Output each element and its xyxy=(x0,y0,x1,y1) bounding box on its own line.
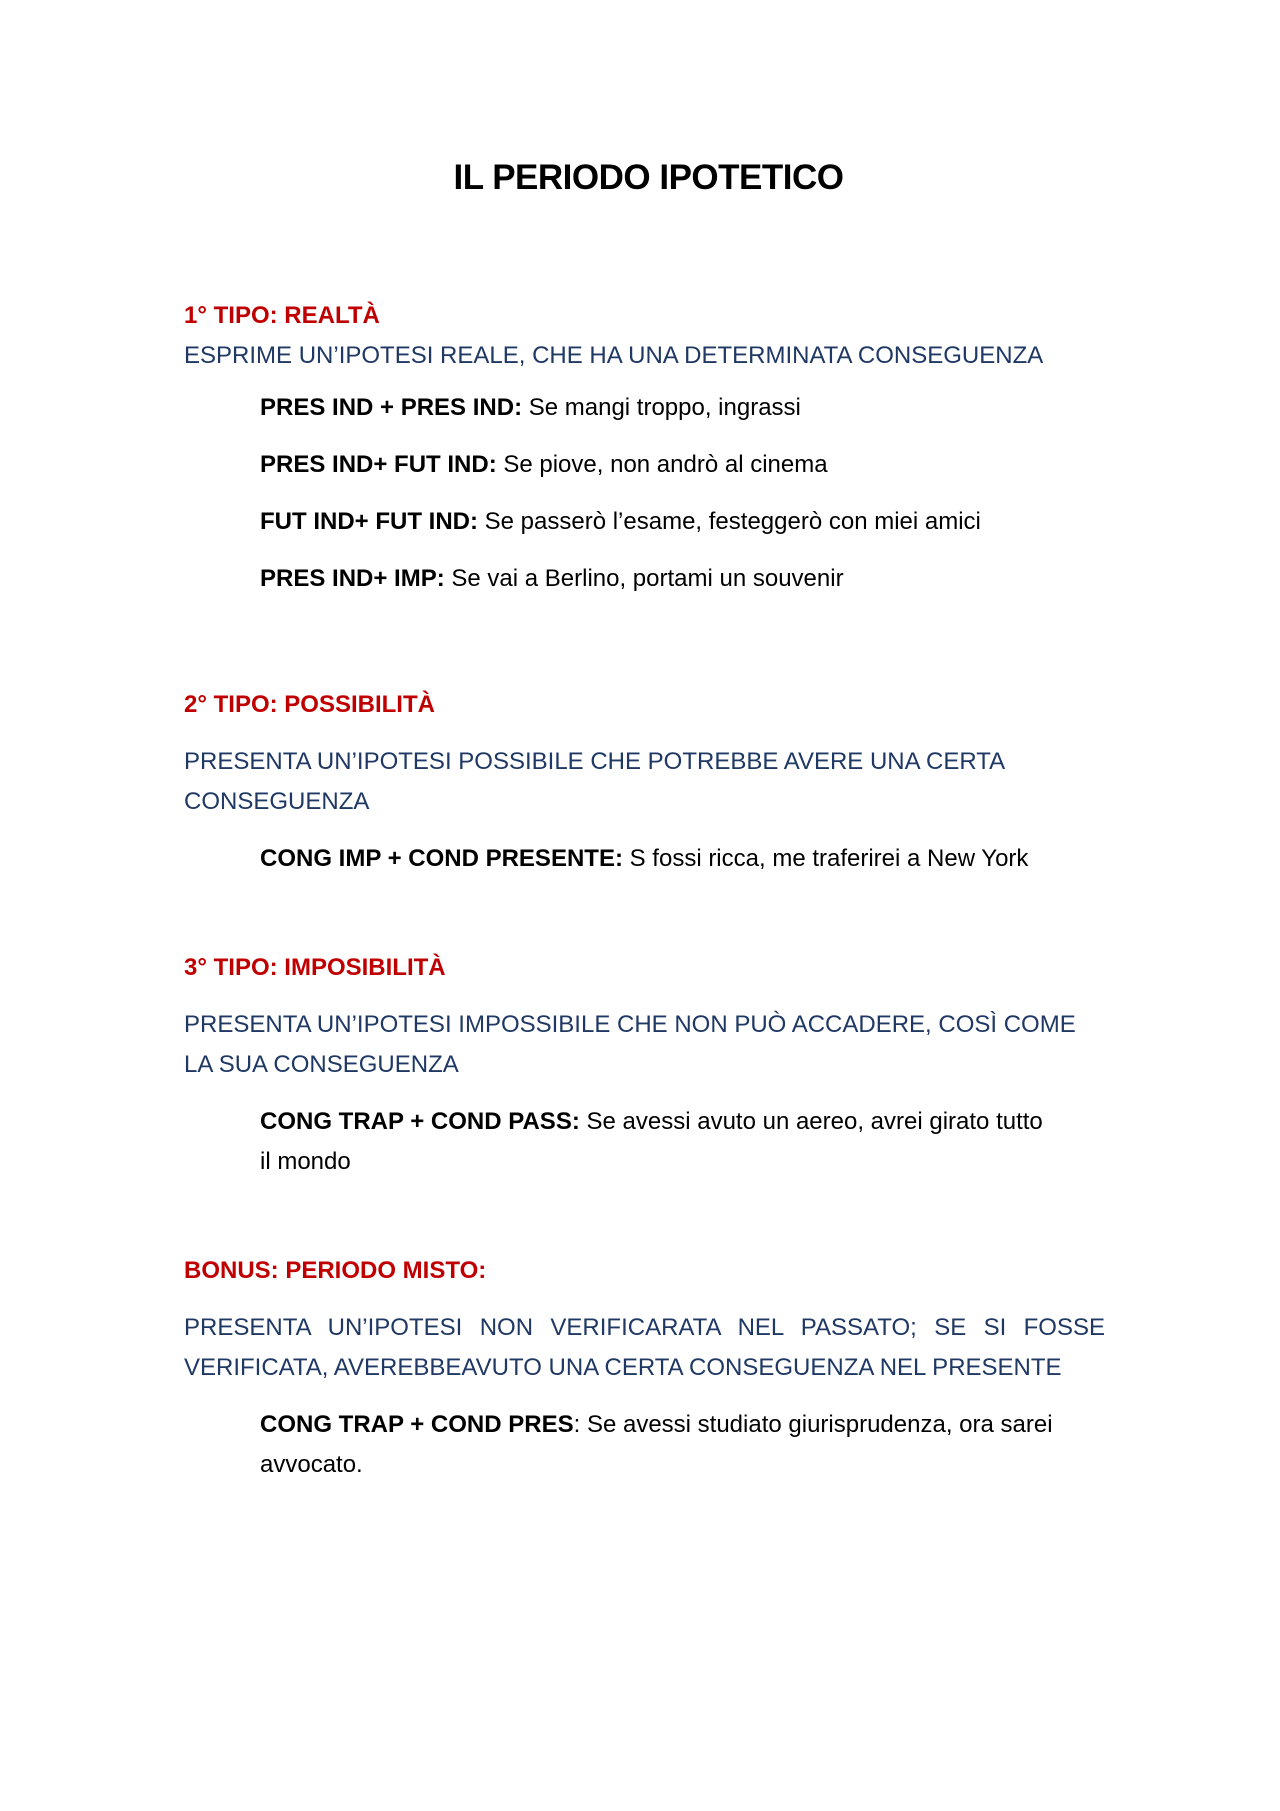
section-description-line: PRESENTA UN’IPOTESI NON VERIFICARATA NEL PASSATO; SE SI FOSSE xyxy=(184,1314,1105,1341)
example-formula: CONG IMP + COND PRESENTE: xyxy=(260,845,623,872)
example-line xyxy=(260,502,1105,542)
section-heading: 2° TIPO: POSSIBILITÀ xyxy=(184,691,435,718)
example-formula: CONG TRAP + COND PRES xyxy=(260,1411,574,1438)
example-formula: CONG TRAP + COND PASS: xyxy=(260,1108,580,1135)
example-text: Se piove, non andrò al cinema xyxy=(496,451,828,478)
example-text: Se avessi avuto un aereo, avrei girato tutto il mondo xyxy=(260,1108,1043,1175)
section-realta xyxy=(184,296,1105,599)
section-impossibilita xyxy=(184,948,1105,1182)
example-text: Se vai a Berlino, portami un souvenir xyxy=(444,565,844,592)
example-text: Se mangi troppo, ingrassi xyxy=(522,394,801,421)
example-line xyxy=(260,445,1105,485)
example-formula: PRES IND + PRES IND: xyxy=(260,394,523,421)
section-bonus xyxy=(184,1251,1105,1485)
section-description: PRESENTA UN’IPOTESI IMPOSSIBILE CHE NON PUÒ ACCADERE, COSÌ COME LA SUA CONSEGUENZA xyxy=(184,1011,1076,1078)
section-description: ESPRIME UN’IPOTESI REALE, CHE HA UNA DETERMINATA CONSEGUENZA xyxy=(184,342,1044,369)
section-description-line: VERIFICATA, AVEREBBEAVUTO UNA CERTA CONSEGUENZA NEL PRESENTE xyxy=(184,1354,1062,1381)
section-possibilita xyxy=(184,685,1105,879)
section-heading: BONUS: PERIODO MISTO: xyxy=(184,1257,487,1284)
example-line xyxy=(260,559,1105,599)
example-formula: FUT IND+ FUT IND: xyxy=(260,508,478,535)
section-heading: 1° TIPO: REALTÀ xyxy=(184,302,380,329)
example-formula: PRES IND+ FUT IND: xyxy=(260,451,497,478)
example-formula: PRES IND+ IMP: xyxy=(260,565,445,592)
example-line xyxy=(260,839,1060,879)
page-title: IL PERIODO IPOTETICO xyxy=(453,158,844,197)
example-text: : Se avessi studiato giurisprudenza, ora sarei avvocato. xyxy=(260,1411,1053,1478)
example-text: S fossi ricca, me traferirei a New York xyxy=(622,845,1029,872)
example-text: Se passerò l’esame, festeggerò con miei amici xyxy=(477,508,981,535)
example-line xyxy=(260,1405,1070,1485)
section-description: PRESENTA UN’IPOTESI POSSIBILE CHE POTREBBE AVERE UNA CERTA CONSEGUENZA xyxy=(184,748,1004,815)
section-heading: 3° TIPO: IMPOSIBILITÀ xyxy=(184,954,446,981)
example-line xyxy=(260,388,1105,428)
example-line xyxy=(260,1102,1070,1182)
